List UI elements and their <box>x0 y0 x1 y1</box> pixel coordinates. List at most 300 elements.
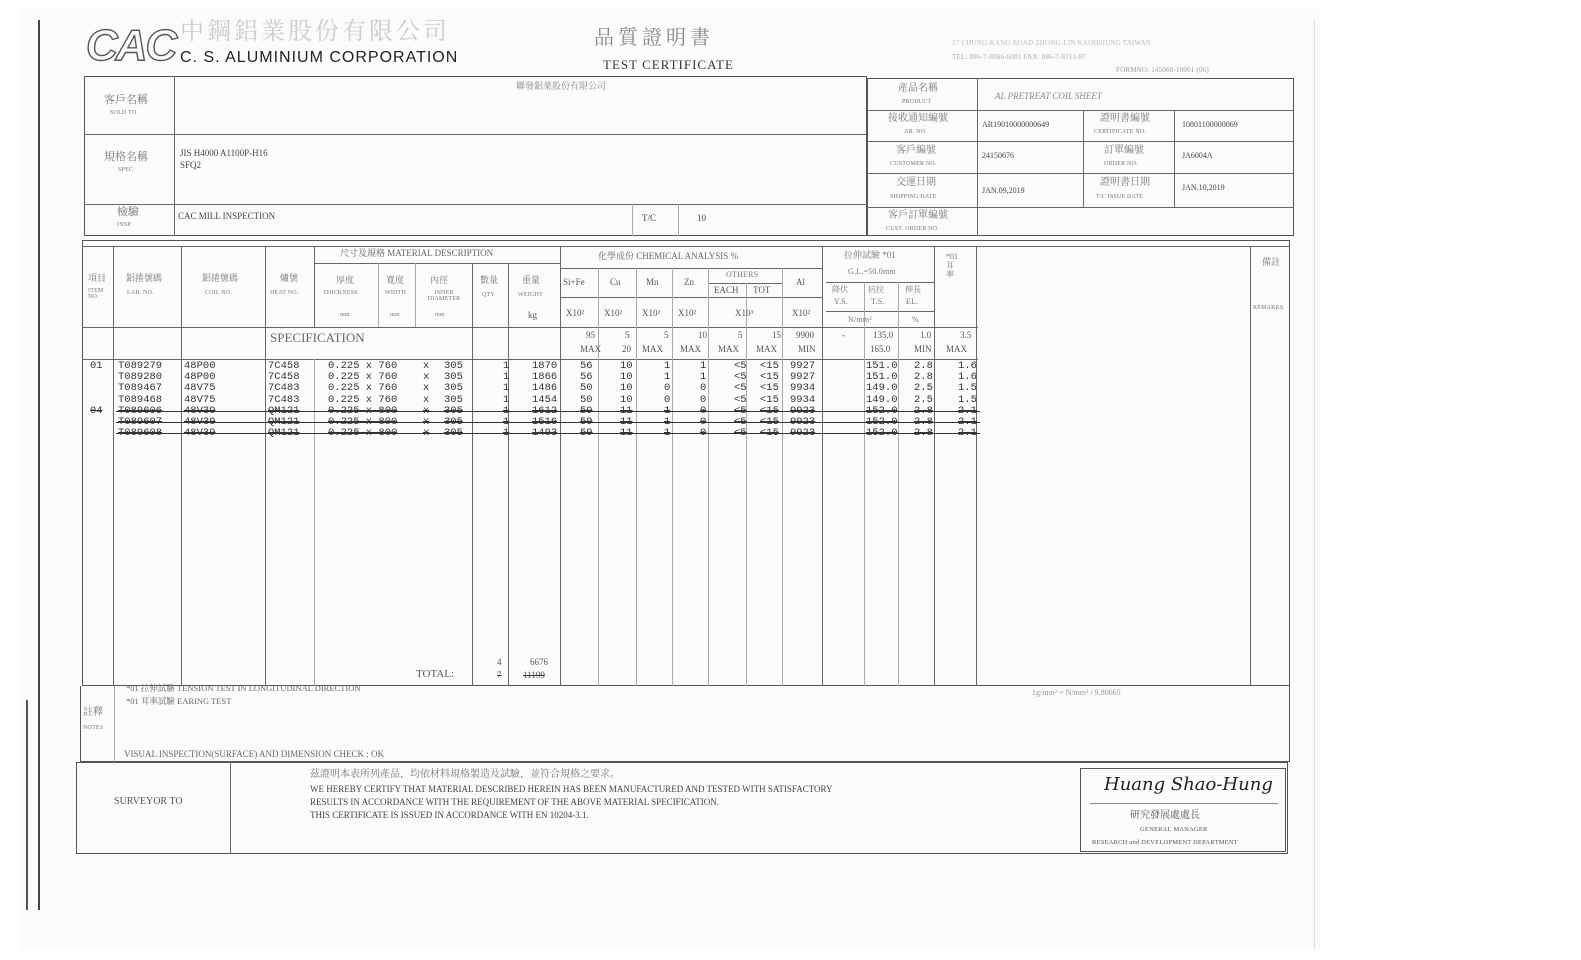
spec-zn-value: 10 <box>698 330 707 340</box>
visual-inspection-note: VISUAL INSPECTION(SURFACE) AND DIMENSION CHECK : OK <box>124 749 385 759</box>
issue-date-label: 證明書日期 <box>1100 177 1150 188</box>
row-inner: 305 <box>444 427 463 440</box>
row-heat: 7C458 <box>268 371 300 384</box>
row-each: <5 <box>734 427 747 440</box>
row-sife: 56 <box>580 371 593 384</box>
qty-header-en: QTY <box>482 292 495 298</box>
row-al: 9927 <box>790 360 816 372</box>
row-heat: QM121 <box>268 416 300 428</box>
row-dim: 0.225 x 760 <box>328 393 398 406</box>
rule <box>84 134 867 135</box>
certification-line2: RESULTS IN ACCORDANCE WITH THE REQUIREMENT OF THE ABOVE MATERIAL SPECIFICATION. <box>310 797 719 807</box>
main-table <box>82 240 1290 686</box>
rule <box>230 762 231 854</box>
signatory-title-1: GENERAL MANAGER <box>1140 826 1208 833</box>
row-ts: 152.0 <box>866 427 898 440</box>
weight-header: 重量 <box>522 275 541 285</box>
rule <box>976 246 977 686</box>
coil-header: 鋁捲號碼 <box>202 273 239 283</box>
row-ear: 1.6 <box>958 360 977 372</box>
customer-no-value: 24150676 <box>982 151 1014 160</box>
row-each: <5 <box>734 416 747 428</box>
row-tot: <15 <box>760 404 779 417</box>
row-el: 2.5 <box>914 393 933 406</box>
tc-value: 10 <box>697 213 706 223</box>
row-sife: 59 <box>580 416 593 428</box>
specification-label: SPECIFICATION <box>270 330 365 345</box>
spec-sife-value: 95 <box>586 330 595 340</box>
row-al: 9927 <box>790 371 816 384</box>
rule <box>508 263 509 686</box>
row-el: 2.8 <box>914 371 933 384</box>
thickness-header-en: THICKNESS <box>323 290 358 296</box>
rule <box>1174 110 1175 207</box>
heat-header: 爐號 <box>280 273 299 283</box>
note-tension-test: *01 拉伸試驗 TENSION TEST IN LONGITUDINAL DIRECTION <box>126 683 361 693</box>
rule <box>181 246 182 686</box>
row-wt: 1493 <box>532 427 558 440</box>
row-mn: 0 <box>664 393 671 406</box>
row-lot: T089608 <box>118 427 163 440</box>
row-x: x <box>423 371 430 384</box>
spec-cu-bound: 20 <box>622 344 631 354</box>
row-cu: 11 <box>620 404 633 417</box>
row-lot: T089280 <box>118 371 163 384</box>
row-item: 01 <box>90 360 103 372</box>
product-value: AL PRETREAT COIL SHEET <box>995 91 1102 101</box>
spec-ys-value: - <box>842 330 845 340</box>
rule <box>174 76 175 236</box>
row-wt: 1454 <box>532 393 558 406</box>
lot-header-en: LAB. NO. <box>127 290 154 296</box>
row-ts: 152.0 <box>866 416 898 428</box>
row-qty: 1 <box>503 382 510 395</box>
rule <box>826 282 934 283</box>
ar-label: 接收通知編號 <box>888 113 948 124</box>
insp-label: 檢驗 <box>117 206 139 218</box>
rule <box>867 173 1294 174</box>
rule <box>560 246 561 686</box>
coil-header-en: COIL NO. <box>205 290 233 296</box>
spec-label: 規格名稱 <box>104 151 148 163</box>
row-heat: 7C458 <box>268 360 300 372</box>
gauge-length: G.L.=50.0mm <box>848 267 896 276</box>
row-el: 2.8 <box>914 360 933 372</box>
tension-test-header: 拉伸試驗 *01 <box>844 250 896 260</box>
row-inner: 305 <box>444 393 463 406</box>
row-mn: 1 <box>664 371 671 384</box>
el-header-en: EL. <box>906 297 919 306</box>
row-ear: 2.1 <box>958 404 977 417</box>
row-inner: 305 <box>444 371 463 384</box>
row-ts: 151.0 <box>866 371 898 384</box>
shipping-date-label: 交運日期 <box>896 177 936 188</box>
row-cu: 10 <box>620 393 633 406</box>
row-heat: QM121 <box>268 404 300 417</box>
sold-to-label-en: SOLD TO <box>110 110 137 116</box>
rule <box>598 268 599 686</box>
row-al: 9923 <box>790 416 816 428</box>
total-weight: 6676 <box>530 657 548 667</box>
row-tot: <15 <box>760 427 779 440</box>
rule <box>82 246 1290 247</box>
signature: Huang Shao-Hung <box>1104 774 1273 795</box>
row-dim: 0.225 x 760 <box>328 360 398 372</box>
certification-line3: THIS CERTIFICATE IS ISSUED IN ACCORDANCE WITH EN 10204-3.1. <box>310 810 589 820</box>
note-conversion: 1g/mm² = N/mm² / 9.80665 <box>1032 688 1121 697</box>
row-qty: 1 <box>503 371 510 384</box>
cust-order-label-en: CUST. ORDER NO. <box>886 226 939 232</box>
chem-unit-al: X10² <box>792 308 811 318</box>
row-each: <5 <box>734 360 747 372</box>
spec-each-bound: MAX <box>718 344 740 354</box>
row-al: 9934 <box>790 382 816 395</box>
shipping-date-label-en: SHIPPING DATE <box>890 194 937 200</box>
row-coil: 48V39 <box>184 404 216 417</box>
row-mn: 1 <box>664 427 671 440</box>
row-al: 9923 <box>790 427 816 440</box>
row-tot: <15 <box>760 360 779 372</box>
rule <box>864 282 865 686</box>
row-tot: <15 <box>760 382 779 395</box>
width-unit: mm <box>390 312 400 318</box>
row-al: 9923 <box>790 404 816 417</box>
row-heat: 7C483 <box>268 382 300 395</box>
row-lot: T089468 <box>118 393 163 406</box>
cert-no-label-en: CERTIFICATE NO. <box>1094 129 1146 135</box>
issue-date-value: JAN.10,2019 <box>1182 183 1225 192</box>
row-sife: 50 <box>580 382 593 395</box>
row-ear: 1.5 <box>958 393 977 406</box>
row-sife: 59 <box>580 427 593 440</box>
rule <box>867 110 1294 111</box>
row-dim: 0.225 x 760 <box>328 382 398 395</box>
rule <box>678 204 679 236</box>
row-wt: 1612 <box>532 404 558 417</box>
spec-tot-bound: MAX <box>756 344 778 354</box>
rule <box>113 246 114 686</box>
row-qty: 1 <box>503 393 510 406</box>
rule <box>822 246 823 686</box>
spec-earing-value: 3.5 <box>960 330 972 340</box>
row-cu: 10 <box>620 371 633 384</box>
row-ear: 2.1 <box>958 416 977 428</box>
row-x: x <box>423 404 430 417</box>
row-item: 04 <box>90 404 103 417</box>
spec-mn-value: 5 <box>664 330 669 340</box>
weight-unit: kg <box>528 310 537 320</box>
width-header: 寬度 <box>386 275 405 285</box>
row-ear: 1.6 <box>958 371 977 384</box>
row-wt: 1866 <box>532 371 558 384</box>
order-no-label: 訂單編號 <box>1104 145 1144 156</box>
ts-header: 抗拉 <box>868 285 884 294</box>
lot-header: 鋁捲號碼 <box>126 273 163 283</box>
insp-label-en: INSP. <box>117 222 132 228</box>
row-lot: T089467 <box>118 382 163 395</box>
row-el: 2.8 <box>914 416 933 428</box>
customer-no-label: 客戶編號 <box>896 145 936 156</box>
total-label: TOTAL: <box>416 668 455 680</box>
chem-unit-cu: X10² <box>604 308 623 318</box>
row-coil: 48P00 <box>184 371 216 384</box>
chem-unit-zn: X10² <box>678 308 697 318</box>
row-zn: 0 <box>700 404 707 417</box>
spec-el-value: 1.0 <box>920 330 932 340</box>
qty-header: 數量 <box>480 275 499 285</box>
title-en: TEST CERTIFICATE <box>603 57 734 72</box>
row-el: 2.8 <box>914 404 933 417</box>
remarks-header: 備註 <box>1262 257 1281 267</box>
row-wt: 1486 <box>532 382 558 395</box>
row-cu: 11 <box>620 416 633 428</box>
spec-ts-value: 135.0 <box>873 330 894 340</box>
row-lot: T089607 <box>118 416 163 428</box>
rule <box>708 283 782 284</box>
company-logo: CAC <box>86 21 176 70</box>
spec-al-value: 9900 <box>796 330 814 340</box>
row-ts: 149.0 <box>866 393 898 406</box>
company-address: 17 CHUNG-KANG ROAD ZHONG-LIN KAOHSIUNG TAIWAN <box>952 39 1152 47</box>
total-qty-struck: 7 <box>497 670 502 680</box>
row-sife: 50 <box>580 393 593 406</box>
rule <box>977 78 978 236</box>
rule <box>826 311 934 312</box>
paper-edge-shadow <box>26 700 28 910</box>
chemical-analysis-header: 化學成份 CHEMICAL ANALYSIS % <box>598 251 739 261</box>
rule <box>314 359 315 686</box>
row-cu: 10 <box>620 360 633 372</box>
el-header: 伸長 <box>905 285 921 294</box>
shipping-date-value: JAN.09,2019 <box>982 186 1025 195</box>
company-tel-fax: TEL: 886-7-8066-6081 FAX: 886-7-8711-87 <box>952 53 1086 61</box>
rule <box>746 283 747 686</box>
rule <box>708 268 709 686</box>
row-cu: 10 <box>620 382 633 395</box>
strikethrough-line <box>116 433 980 434</box>
rule <box>867 207 1294 208</box>
chem-unit-sife: X10² <box>566 308 585 318</box>
issue-date-label-en: T/C ISSUE DATE <box>1096 194 1144 200</box>
customer-no-label-en: CUSTOMER NO. <box>890 161 937 167</box>
spec-al-bound: MIN <box>798 344 816 354</box>
row-coil: 48V75 <box>184 382 216 395</box>
row-al: 9934 <box>790 393 816 406</box>
signatory-title-2: RESEARCH and DEVELOPMENT DEPARTMENT <box>1092 839 1238 846</box>
surveyor-label: SURVEYOR TO <box>114 796 183 807</box>
row-tot: <15 <box>760 371 779 384</box>
rule <box>632 204 633 236</box>
others-header: OTHERS <box>726 270 759 279</box>
earing-header: *01 耳率 <box>946 252 958 280</box>
row-lot: T089279 <box>118 360 163 372</box>
rule <box>898 282 899 686</box>
row-mn: 0 <box>664 382 671 395</box>
form-number: FORMNO: 145060-10001 (06) <box>1116 66 1209 74</box>
certification-cn: 茲證明本表所列產品，均依材料規格製造及試驗，並符合規格之要求。 <box>310 769 620 780</box>
company-name-en: C. S. ALUMINIUM CORPORATION <box>180 49 459 66</box>
chem-col-tot: TOT <box>753 285 771 295</box>
rule <box>82 359 978 360</box>
order-no-label-en: ORDER NO. <box>1104 161 1138 167</box>
chem-unit-mn: X10² <box>642 308 661 318</box>
thickness-header: 厚度 <box>336 275 355 285</box>
row-ts: 151.0 <box>866 360 898 372</box>
item-header-en: ITEM NO. <box>88 288 104 300</box>
row-each: <5 <box>734 404 747 417</box>
rule <box>1083 110 1084 207</box>
thickness-unit: mm <box>340 312 350 318</box>
sold-to-label: 客戶名稱 <box>104 94 148 106</box>
row-lot: T089606 <box>118 404 163 417</box>
remarks-header-en: REMARKS <box>1253 305 1284 311</box>
row-inner: 305 <box>444 382 463 395</box>
rule <box>314 246 315 327</box>
row-zn: 1 <box>700 371 707 384</box>
spec-el-bound: MIN <box>914 344 932 354</box>
ys-header-en: Y.S. <box>834 297 848 306</box>
row-mn: 1 <box>664 404 671 417</box>
title-cn: 品質證明書 <box>594 27 714 49</box>
row-dim: 0.225 x 800 <box>328 416 398 428</box>
ar-label-en: AR. NO. <box>904 129 927 135</box>
row-ear: 2.1 <box>958 427 977 440</box>
cert-no-label: 證明書編號 <box>1100 113 1150 124</box>
spec-label-en: SPEC <box>118 167 134 173</box>
ys-header: 降伏 <box>832 285 848 294</box>
row-zn: 0 <box>700 382 707 395</box>
chem-col-zn: Zn <box>684 277 694 287</box>
inner-diameter-header-en: INNER DIAMETER <box>427 290 461 302</box>
inner-diameter-header: 內徑 <box>430 275 449 285</box>
row-dim: 0.225 x 800 <box>328 404 398 417</box>
row-ear: 1.5 <box>958 382 977 395</box>
row-x: x <box>423 382 430 395</box>
row-qty: 1 <box>503 416 510 428</box>
row-heat: 7C483 <box>268 393 300 406</box>
spec-mn-bound: MAX <box>642 344 664 354</box>
row-mn: 1 <box>664 360 671 372</box>
row-sife: 56 <box>580 360 593 372</box>
spec-each-value: 5 <box>738 330 743 340</box>
insp-value: CAC MILL INSPECTION <box>178 211 276 221</box>
row-coil: 48V39 <box>184 416 216 428</box>
row-x: x <box>423 427 430 440</box>
row-zn: 0 <box>700 393 707 406</box>
row-sife: 59 <box>580 404 593 417</box>
chem-col-al: Al <box>796 277 805 287</box>
row-coil: 48P00 <box>184 360 216 372</box>
total-qty: 4 <box>497 657 502 667</box>
row-tot: <15 <box>760 393 779 406</box>
row-x: x <box>423 416 430 428</box>
notes-label-en: NOTES <box>83 725 104 731</box>
spec-value-line1: JIS H4000 A1100P-H16 <box>180 148 268 158</box>
tension-unit: N/mm² <box>848 315 872 324</box>
row-inner: 305 <box>444 404 463 417</box>
heat-header-en: HEAT NO. <box>270 290 299 296</box>
rule <box>934 246 935 686</box>
row-zn: 0 <box>700 416 707 428</box>
spec-ts-bound: 165.0 <box>870 344 891 354</box>
spec-zn-bound: MAX <box>680 344 702 354</box>
rule <box>782 268 783 686</box>
paper-edge <box>38 20 40 910</box>
row-ts: 152.0 <box>866 404 898 417</box>
row-qty: 1 <box>503 404 510 417</box>
rule <box>84 204 867 205</box>
company-name-cn: 中鋼鋁業股份有限公司 <box>180 19 450 45</box>
row-qty: 1 <box>503 427 510 440</box>
row-el: 2.8 <box>914 427 933 440</box>
row-inner: 305 <box>444 360 463 372</box>
weight-header-en: WEIGHT <box>518 292 543 298</box>
row-inner: 305 <box>444 416 463 428</box>
total-weight-struck: 11199 <box>523 670 545 680</box>
row-dim: 0.225 x 760 <box>328 371 398 384</box>
spec-earing-bound: MAX <box>946 344 968 354</box>
rule <box>1250 246 1251 686</box>
row-each: <5 <box>734 393 747 406</box>
ts-header-en: T.S. <box>871 297 885 306</box>
row-coil: 48V39 <box>184 427 216 440</box>
row-cu: 11 <box>620 427 633 440</box>
rule <box>636 268 637 686</box>
strikethrough-line <box>116 422 980 423</box>
row-heat: QM121 <box>268 427 300 440</box>
rule <box>314 263 560 264</box>
row-zn: 1 <box>700 360 707 372</box>
inner-diameter-unit: mm <box>435 312 445 318</box>
product-label: 產品名稱 <box>898 83 938 94</box>
row-tot: <15 <box>760 416 779 428</box>
rule <box>472 263 473 686</box>
rule <box>867 141 1294 142</box>
spec-cu-value: 5 <box>625 330 630 340</box>
note-earing-test: *01 耳率試驗 EARING TEST <box>126 696 232 706</box>
row-wt: 1870 <box>532 360 558 372</box>
rule <box>265 246 266 686</box>
paper-edge-right <box>1314 20 1315 950</box>
strikethrough-line <box>116 411 980 412</box>
spec-tot-value: 15 <box>772 330 781 340</box>
tc-label: T/C <box>642 213 657 223</box>
chem-col-mn: Mn <box>646 277 659 287</box>
row-dim: 0.225 x 800 <box>328 427 398 440</box>
sold-to-value: 聯發鋁業股份有限公司 <box>516 81 607 91</box>
rule <box>415 263 416 327</box>
row-each: <5 <box>734 371 747 384</box>
row-zn: 0 <box>700 427 707 440</box>
rule <box>114 686 115 762</box>
chem-col-each: EACH <box>714 285 739 295</box>
row-qty: 1 <box>503 360 510 372</box>
notes-label: 註釋 <box>83 707 103 718</box>
rule <box>82 327 978 328</box>
product-label-en: PRODUCT <box>902 99 932 105</box>
material-description-header: 尺寸及規格 MATERIAL DESCRIPTION <box>340 248 494 258</box>
signatory-title-cn: 研究發展處處長 <box>1130 810 1200 821</box>
row-mn: 1 <box>664 416 671 428</box>
cert-no-value: 10801100000069 <box>1182 120 1238 129</box>
row-el: 2.5 <box>914 382 933 395</box>
row-wt: 1516 <box>532 416 558 428</box>
row-each: <5 <box>734 382 747 395</box>
row-coil: 48V75 <box>184 393 216 406</box>
chem-col-sife: Si+Fe <box>563 277 585 287</box>
elongation-unit: % <box>912 315 919 324</box>
chem-unit-others: X10³ <box>735 308 754 318</box>
